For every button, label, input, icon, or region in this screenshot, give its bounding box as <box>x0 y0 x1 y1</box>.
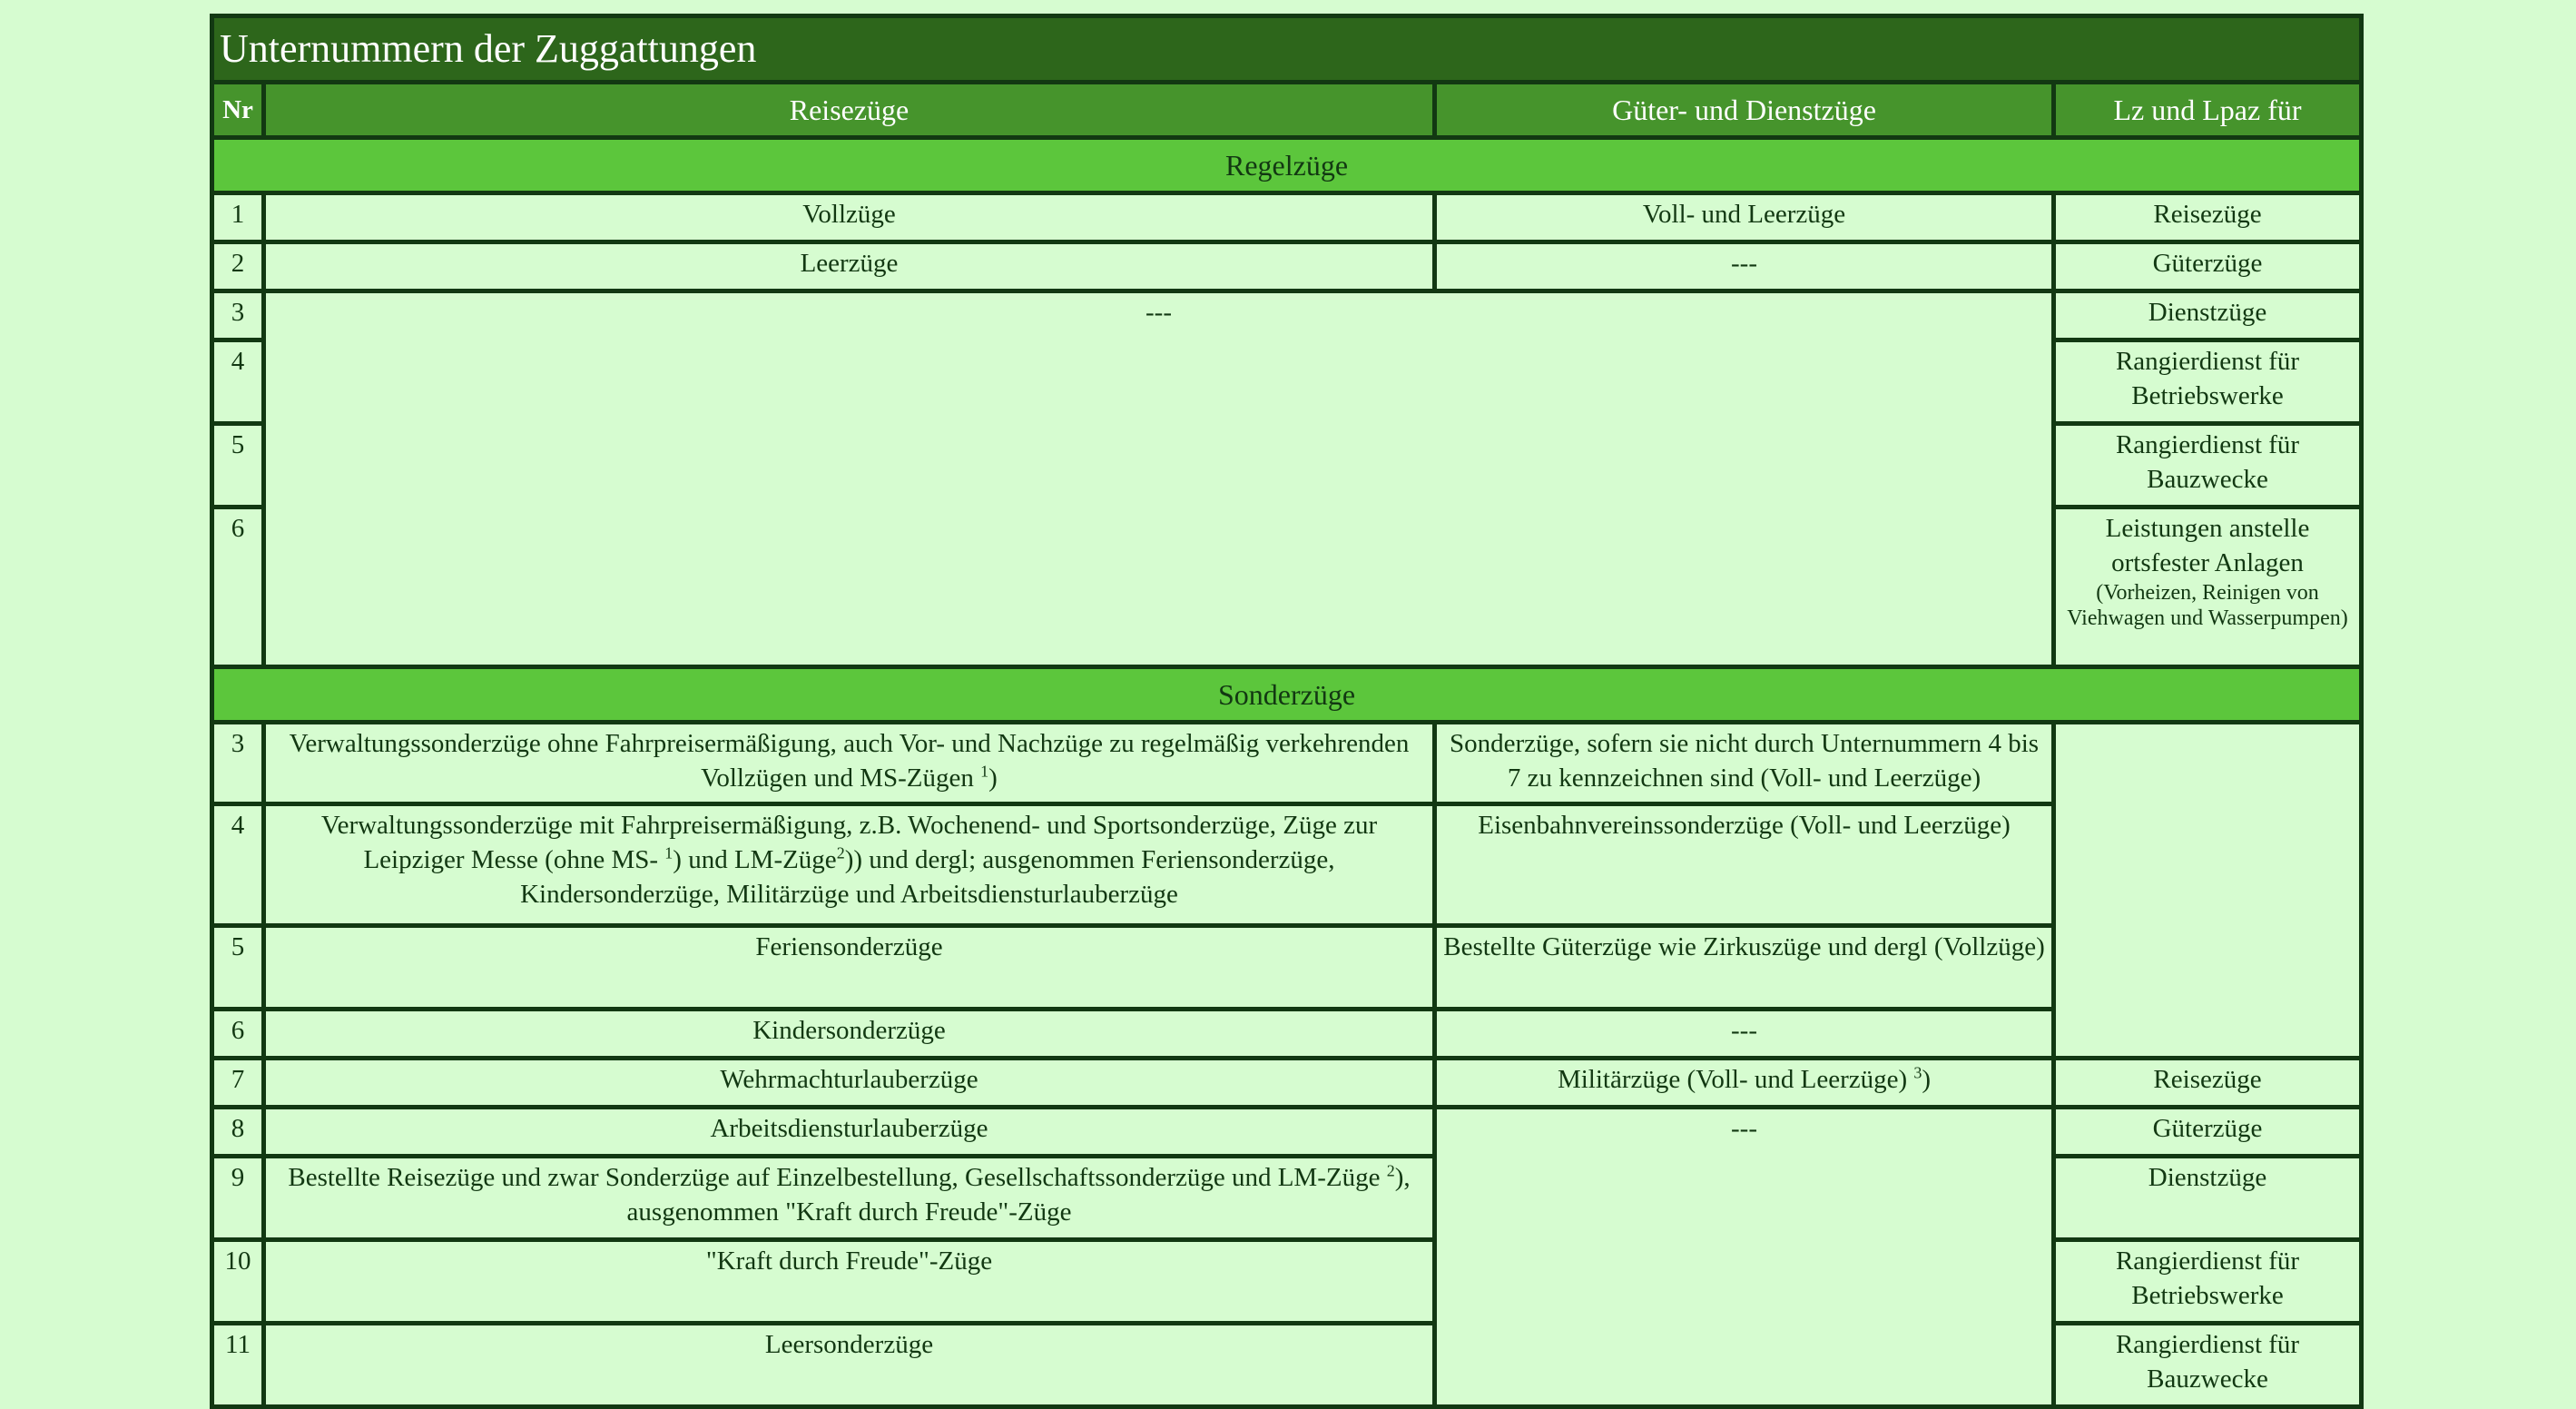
table-row <box>212 242 2362 291</box>
table-row <box>212 193 2362 242</box>
cell-lz: Rangierdienst für Betriebswerke <box>2054 340 2362 424</box>
table-row <box>212 1108 2362 1157</box>
text: ) <box>1922 1065 1932 1094</box>
table-row <box>212 291 2362 340</box>
cell-gueter: Bestellte Güterzüge wie Zirkuszüge und dergl (Vollzüge) <box>1435 926 2054 1010</box>
header-gueterzuege: Güter- und Dienstzüge <box>1435 83 2054 138</box>
cell-lz-text: Leistungen anstelle ortsfester Anlagen <box>2105 514 2310 577</box>
cell-lz: Rangierdienst für Bauzwecke <box>2054 424 2362 507</box>
section-row-sonderzuege <box>212 667 2362 723</box>
footnote-ref: 1 <box>664 843 673 862</box>
cell-reise: Leerzüge <box>264 242 1435 291</box>
row-nr: 6 <box>212 1010 264 1059</box>
row-nr: 3 <box>212 723 264 804</box>
header-lz: Lz und Lpaz für <box>2054 83 2362 138</box>
table-row <box>212 723 2362 804</box>
cell-lz: Dienstzüge <box>2054 1157 2362 1240</box>
header-nr: Nr <box>212 83 264 138</box>
row-nr: 4 <box>212 340 264 424</box>
text: Verwaltungssonderzüge mit Fahrpreisermäßigung, z.B. Wochenend- und Sportsonderzüge, Züge zur Leipziger Messe (ohne MS- <box>320 811 1378 874</box>
footnote-ref: 3 <box>1913 1063 1922 1082</box>
table-row <box>212 804 2362 926</box>
cell-lz-note: (Vorheizen, Reinigen von Viehwagen und Wasserpumpen) <box>2067 581 2348 630</box>
row-nr: 3 <box>212 291 264 340</box>
section-row-regelzuege <box>212 138 2362 193</box>
cell-lz: Reisezüge <box>2054 1059 2362 1108</box>
row-nr: 7 <box>212 1059 264 1108</box>
cell-reise <box>264 804 1435 926</box>
cell-lz: Rangierdienst für Betriebswerke <box>2054 1240 2362 1324</box>
section-label: Sonderzüge <box>212 667 2362 723</box>
cell-lz: Reisezüge <box>2054 193 2362 242</box>
cell-gueter: Eisenbahnvereinssonderzüge (Voll- und Leerzüge) <box>1435 804 2054 926</box>
cell-reise: Wehrmachturlauberzüge <box>264 1059 1435 1108</box>
cell-reise: Vollzüge <box>264 193 1435 242</box>
cell-reise: "Kraft durch Freude"-Züge <box>264 1240 1435 1324</box>
header-row <box>212 83 2362 138</box>
header-reisezuege: Reisezüge <box>264 83 1435 138</box>
row-nr: 1 <box>212 193 264 242</box>
row-nr: 4 <box>212 804 264 926</box>
row-nr: 6 <box>212 507 264 667</box>
row-nr: 11 <box>212 1324 264 1407</box>
cell-lz: Dienstzüge <box>2054 291 2362 340</box>
table-row <box>212 1010 2362 1059</box>
footnote-ref: 2 <box>1386 1161 1395 1180</box>
cell-reise <box>264 723 1435 804</box>
row-nr: 2 <box>212 242 264 291</box>
cell-lz <box>2054 507 2362 667</box>
cell-gueter <box>1435 1059 2054 1108</box>
zuggattungen-table <box>210 14 2364 1409</box>
text: )) und dergl; ausgenommen Feriensonderzüge, Kindersonderzüge, Militärzüge und Arbeitsdiensturlauberzüge <box>520 845 1335 909</box>
row-nr: 9 <box>212 1157 264 1240</box>
cell-lz: Güterzüge <box>2054 1108 2362 1157</box>
cell-gueter: --- <box>1435 1010 2054 1059</box>
section-label: Regelzüge <box>212 138 2362 193</box>
text: ) <box>988 764 998 793</box>
table-title: Unternummern der Zuggattungen <box>212 16 2362 83</box>
table-row <box>212 926 2362 1010</box>
row-nr: 5 <box>212 926 264 1010</box>
cell-lz-empty <box>2054 723 2362 1059</box>
footnote-ref: 2 <box>836 843 845 862</box>
cell-reise: Kindersonderzüge <box>264 1010 1435 1059</box>
cell-lz: Güterzüge <box>2054 242 2362 291</box>
cell-gueter: Voll- und Leerzüge <box>1435 193 2054 242</box>
row-nr: 10 <box>212 1240 264 1324</box>
row-nr: 8 <box>212 1108 264 1157</box>
cell-gueter: Sonderzüge, sofern sie nicht durch Unternummern 4 bis 7 zu kennzeichnen sind (Voll- und Leerzüge) <box>1435 723 2054 804</box>
text: Bestellte Reisezüge und zwar Sonderzüge auf Einzelbestellung, Gesellschaftssonderzüge und LM-Züge <box>288 1163 1387 1192</box>
row-nr: 5 <box>212 424 264 507</box>
cell-gueter: --- <box>1435 242 2054 291</box>
cell-gueter-merged: --- <box>1435 1108 2054 1407</box>
cell-reise: Feriensonderzüge <box>264 926 1435 1010</box>
footnote-ref: 1 <box>980 762 989 781</box>
title-row <box>212 16 2362 83</box>
text: ), ausgenommen "Kraft durch Freude"-Züge <box>626 1163 1411 1227</box>
text: Verwaltungssonderzüge ohne Fahrpreisermäßigung, auch Vor- und Nachzüge zu regelmäßig verkehrenden Vollzügen und MS-Zügen <box>289 729 1410 793</box>
cell-reise: Leersonderzüge <box>264 1324 1435 1407</box>
text: ) und LM-Züge <box>673 845 837 874</box>
table-row <box>212 1059 2362 1108</box>
text: Militärzüge (Voll- und Leerzüge) <box>1557 1065 1914 1094</box>
cell-reise <box>264 1157 1435 1240</box>
cell-reise: Arbeitsdiensturlauberzüge <box>264 1108 1435 1157</box>
cell-merged-empty: --- <box>264 291 2054 667</box>
cell-lz: Rangierdienst für Bauzwecke <box>2054 1324 2362 1407</box>
